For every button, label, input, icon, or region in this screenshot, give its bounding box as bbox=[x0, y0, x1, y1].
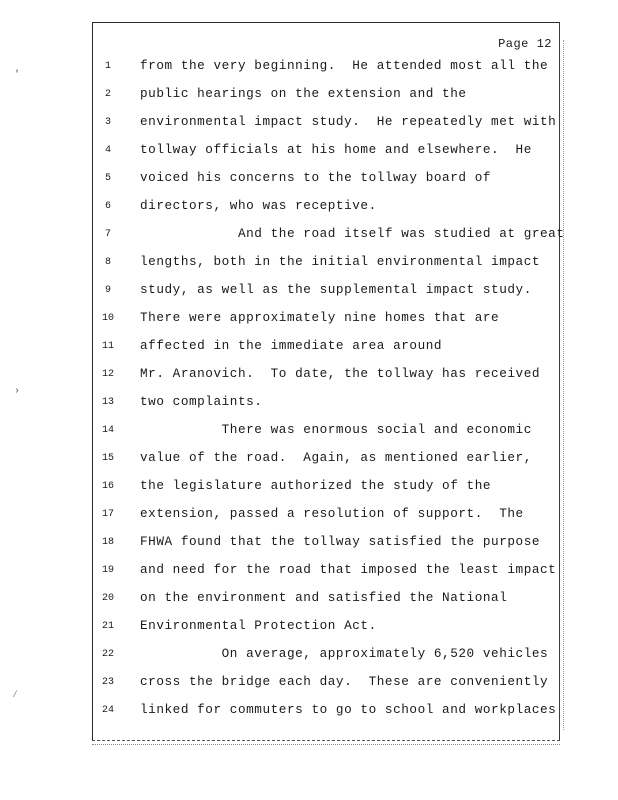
line-number: 8 bbox=[104, 257, 111, 268]
line-text: There were approximately nine homes that are bbox=[140, 310, 500, 325]
scan-margin-mark-bottom: ⁄ bbox=[12, 690, 19, 701]
line-number: 1 bbox=[104, 61, 111, 72]
page-number: Page 12 bbox=[498, 37, 552, 51]
page-bottom-border bbox=[92, 740, 560, 741]
line-text: There was enormous social and economic bbox=[140, 422, 532, 437]
line-text: lengths, both in the initial environmental impact bbox=[140, 254, 541, 269]
line-text: and need for the road that imposed the least impact bbox=[140, 562, 557, 577]
line-text: Environmental Protection Act. bbox=[140, 618, 377, 633]
line-number: 2 bbox=[104, 89, 111, 100]
scan-margin-mark-middle: › bbox=[14, 386, 21, 397]
transcript-line bbox=[0, 478, 618, 498]
transcript-line bbox=[0, 142, 618, 162]
line-text: cross the bridge each day. These are conveniently bbox=[140, 674, 549, 689]
line-text: value of the road. Again, as mentioned earlier, bbox=[140, 450, 532, 465]
transcript-line bbox=[0, 702, 618, 722]
line-text: study, as well as the supplemental impact study. bbox=[140, 282, 532, 297]
transcript-line bbox=[0, 254, 618, 274]
line-number: 16 bbox=[101, 481, 114, 492]
line-number: 15 bbox=[101, 453, 114, 464]
transcript-line bbox=[0, 282, 618, 302]
line-number: 3 bbox=[104, 117, 111, 128]
transcript-line bbox=[0, 86, 618, 106]
transcript-line bbox=[0, 562, 618, 582]
transcript-line bbox=[0, 674, 618, 694]
line-number: 9 bbox=[104, 285, 111, 296]
line-number: 13 bbox=[101, 397, 114, 408]
line-number: 22 bbox=[101, 649, 114, 660]
transcript-line bbox=[0, 198, 618, 218]
line-number: 11 bbox=[101, 341, 114, 352]
line-text: public hearings on the extension and the bbox=[140, 86, 467, 101]
transcript-line bbox=[0, 114, 618, 134]
transcript-line bbox=[0, 394, 618, 414]
transcript-line bbox=[0, 170, 618, 190]
line-number: 19 bbox=[101, 565, 114, 576]
line-text: And the road itself was studied at great bbox=[140, 226, 565, 241]
line-text: two complaints. bbox=[140, 394, 263, 409]
line-text: directors, who was receptive. bbox=[140, 198, 377, 213]
line-number: 5 bbox=[104, 173, 111, 184]
line-text: extension, passed a resolution of support. The bbox=[140, 506, 524, 521]
line-text: On average, approximately 6,520 vehicles bbox=[140, 646, 549, 661]
line-number: 18 bbox=[101, 537, 114, 548]
page-bottom-border-scan bbox=[92, 744, 560, 745]
line-number: 14 bbox=[101, 425, 114, 436]
line-text: affected in the immediate area around bbox=[140, 338, 443, 353]
transcript-line bbox=[0, 310, 618, 330]
line-number: 20 bbox=[101, 593, 114, 604]
line-number: 4 bbox=[104, 145, 111, 156]
scan-margin-mark-top: ' bbox=[14, 70, 21, 81]
line-text: Mr. Aranovich. To date, the tollway has received bbox=[140, 366, 541, 381]
line-number: 7 bbox=[104, 229, 111, 240]
transcript-line bbox=[0, 534, 618, 554]
transcript-line bbox=[0, 506, 618, 526]
transcript-line bbox=[0, 450, 618, 470]
line-text: environmental impact study. He repeatedly met with bbox=[140, 114, 557, 129]
line-text: on the environment and satisfied the National bbox=[140, 590, 508, 605]
line-text: the legislature authorized the study of the bbox=[140, 478, 492, 493]
line-text: from the very beginning. He attended most all the bbox=[140, 58, 549, 73]
line-number: 23 bbox=[101, 677, 114, 688]
line-number: 6 bbox=[104, 201, 111, 212]
transcript-line bbox=[0, 618, 618, 638]
transcript-line bbox=[0, 226, 618, 246]
line-number: 10 bbox=[101, 313, 114, 324]
line-number: 17 bbox=[101, 509, 114, 520]
transcript-line bbox=[0, 590, 618, 610]
transcript-line bbox=[0, 58, 618, 78]
line-text: linked for commuters to go to school and workplaces bbox=[140, 702, 557, 717]
line-number: 21 bbox=[101, 621, 114, 632]
transcript-line bbox=[0, 646, 618, 666]
transcript-line bbox=[0, 366, 618, 386]
transcript-line bbox=[0, 422, 618, 442]
line-text: FHWA found that the tollway satisfied the purpose bbox=[140, 534, 541, 549]
line-number: 12 bbox=[101, 369, 114, 380]
transcript-line bbox=[0, 338, 618, 358]
line-number: 24 bbox=[101, 705, 114, 716]
line-text: voiced his concerns to the tollway board of bbox=[140, 170, 492, 185]
line-text: tollway officials at his home and elsewhere. He bbox=[140, 142, 532, 157]
